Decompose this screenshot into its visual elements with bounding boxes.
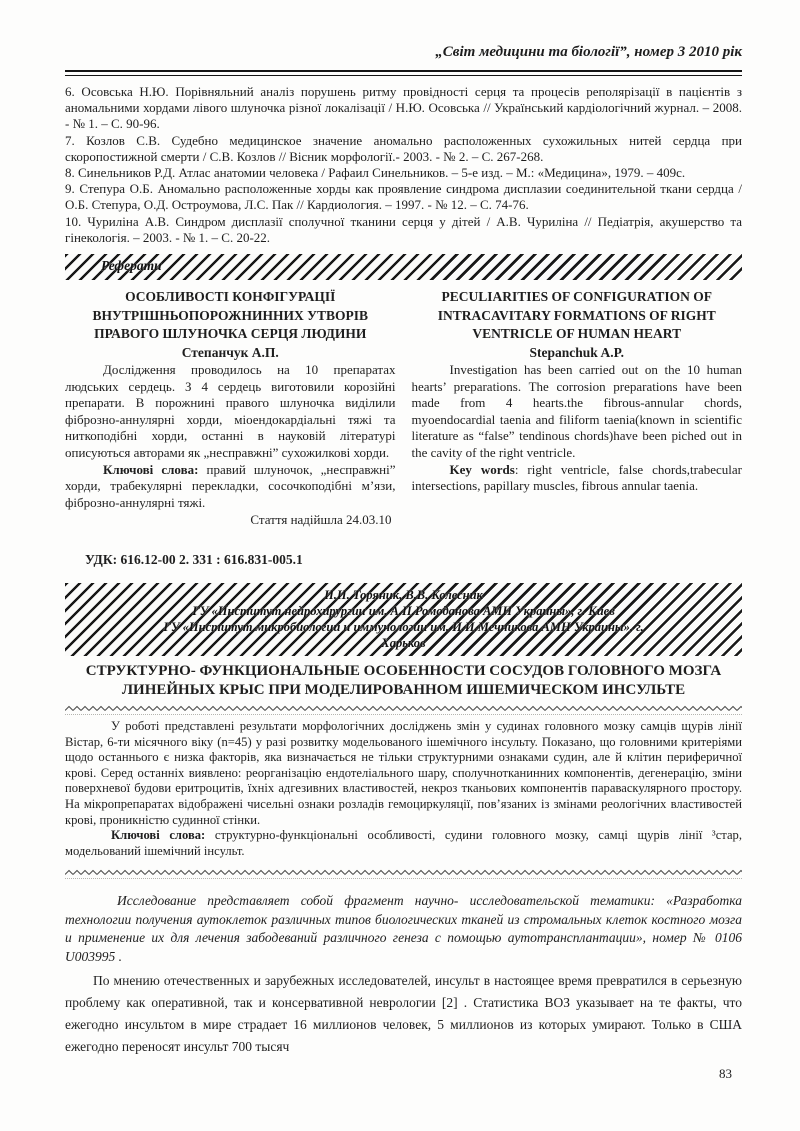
reference-item: 10. Чуриліна А.В. Синдром дисплазії сполучної тканини серця у дітей / А.В. Чуриліна // Педіатрія, акушерство та гінекологія. – 2003. - № 1. – С. 20-22. bbox=[65, 213, 742, 245]
reference-item: 9. Степура О.Б. Аномально расположенные хорды как проявление синдрома дисплазии соединительной ткани сердца /О.Б. Степура, О.Д. Остроумова, Л.С. Пак // Кардиология. – 1997. - № 12. – С. 74-76. bbox=[65, 181, 742, 213]
abstracts-two-columns bbox=[65, 288, 742, 528]
banner-authors-line: И.И. Торяник, В.В. Колесник bbox=[324, 588, 483, 602]
abstract-ua-column bbox=[65, 288, 396, 528]
zigzag-line bbox=[65, 705, 742, 712]
abstract-en-body: Investigation has been carried out on the 10 human hearts’ preparations. The corrosion preparations have been made from 4 hearts.the fibrous-annular chords, myoendocardial taenia and filiform taenia(known in scientific literature as “false” tendinous chords)have been piched out in the cavity of the right ventricle. bbox=[411, 362, 742, 460]
reference-item: 7. Козлов С.В. Судебно медицинское значение аномально расположенных сухожильных нитей сердца при скоропостижной смерти / С.В. Козлов // Вісник морфології.- 2003. - № 2. – С. 267-268. bbox=[65, 132, 742, 164]
reference-item: 6. Осовська Н.Ю. Порівняльний аналіз порушень ритму провідності серця та процесів реполярізації в пацієнтів з аномальними хордами лівого шлуночка різної локалізації / Н.Ю. Осовська // Український кардіологічний журнал. – 2008. - № 1. – С. 90-96. bbox=[65, 84, 742, 132]
abstract-en-title: PECULIARITIES OF CONFIGURATION OF INTRACAVITARY FORMATIONS OF RIGHT VENTRICLE OF HUMAN HEART bbox=[437, 289, 716, 341]
abstract-ua-body: Дослідження проводилось на 10 препаратах людських сердець. З 4 сердець виготовили корозійні препарати. В порожнині правого шлуночка виділили фіброзно-аннулярні хорди, міоендокардіальні тяжі та ниткоподібні хорди, останні в науковій літературі описуються авторами як „несправжні” сухожилкові хорди. bbox=[65, 362, 396, 460]
abstract-ua-received-date: Стаття надійшла 24.03.10 bbox=[250, 512, 392, 528]
header-double-rule bbox=[65, 70, 742, 76]
abstract-ua-author: Степанчук А.П. bbox=[181, 344, 279, 360]
udc-code: УДК: 616.12-00 2. 331 : 616.831-005.1 bbox=[85, 552, 303, 567]
article-abstract-keywords-label: Ключові слова: bbox=[111, 828, 206, 843]
banner-institution-line: ГУ «Институт нейрохирургии им. А.П.Ромоданова АМН Украины», г. Киев bbox=[192, 604, 615, 618]
article-abstract-keywords bbox=[65, 828, 742, 859]
banner-institution-line: ГУ «Институт микробиологии и иммунологии им. И.И.Мечникова АМН Украины», г. bbox=[163, 620, 644, 634]
reference-item: 8. Синельников Р.Д. Атлас анатомии человека / Рафаил Синельников. – 5-е изд. – М.: «Медицина», 1979. – 409с. bbox=[65, 165, 686, 181]
abstract-ua-keywords bbox=[65, 462, 396, 512]
abstract-en-author: Stepanchuk A.P. bbox=[529, 344, 624, 360]
article-title-block bbox=[65, 662, 742, 700]
dotted-line bbox=[65, 714, 742, 715]
journal-title-header: „Світ медицини та біології”, номер 3 2010 рік bbox=[435, 44, 742, 60]
wavy-separator-bottom bbox=[65, 869, 742, 879]
reference-list bbox=[65, 84, 742, 246]
banner-city-line: Харьков bbox=[381, 636, 426, 650]
authors-hatched-banner bbox=[65, 583, 742, 656]
abstract-en-keywords-label: Key words bbox=[449, 461, 515, 477]
wavy-separator-top bbox=[65, 705, 742, 715]
page-number: 83 bbox=[719, 1066, 732, 1081]
abstract-en-keywords-text: : right ventricle, false chords,trabecular intersections, papillary muscles, fibrous annular taenia. bbox=[411, 461, 742, 494]
abstract-ua-title: ОСОБЛИВОСТІ КОНФІГУРАЦІЇ ВНУТРІШНЬОПОРОЖНИННИХ УТВОРІВ ПРАВОГО ШЛУНОЧКА СЕРЦЯ ЛЮДИНИ bbox=[92, 289, 369, 341]
abstract-ua-keywords-label: Ключові слова: bbox=[103, 461, 199, 477]
research-theme-paragraph: Исследование представляет собой фрагмент научно- исследовательской тематики: «Разработка технологии получения аутоклеток различных типов биологических тканей из стромальных клеток костного мозга и применение их для лечения забодеваний различного генеза с помощью аутотрансплантации», номер № 0106 U003995 . bbox=[65, 893, 742, 964]
referaty-banner-label: Реферати bbox=[101, 258, 162, 273]
referaty-hatched-banner bbox=[65, 254, 742, 280]
dotted-line bbox=[65, 878, 742, 879]
introduction-paragraph: По мнению отечественных и зарубежных исследователей, инсульт в настоящее время превратился в серьезную проблему как оперативной, так и консервативной неврологии [2] . Статистика ВОЗ указывает на те факты, что ежегодно инсультом в мире страдает 16 миллионов человек, 5 миллионов из которых умирают. Только в США ежегодно переносят инсульт 700 тысяч bbox=[65, 973, 742, 1054]
abstract-en-column bbox=[412, 288, 743, 528]
article-abstract-keywords-text: структурно-функціональні особливості, судини головного мозку, самці щурів лінії ³стар, модельований ішемічний інсульт. bbox=[65, 828, 742, 858]
article-abstract-body: У роботі представлені результати морфологічних досліджень змін у судинах головного мозку самців щурів лінії Вістар, 6-ти місячного віку (n=45) у разі розвитку модельованого ішемічного інсульту. Показано, що головними критеріями щодо останнього є низка факторів, яка визначається не тільки структурними ознаками судин, але й клітин периферичної крові. Серед останніх виявлено: реорганізацію ендотеліального шару, сполучнотканинних компонентів, дегенерацію, зміни поверхневої будови еритроцитів, їхніх адгезивних властивостей, некроз тканьових компонентів параваскулярного простору. На мікропрепаратах відображені чисельні ознаки розладів гемоциркуляції, пов’язаних із змінами реологічних властивостей крові, проникністю судинної стінки. bbox=[65, 719, 742, 827]
abstract-ua-keywords-text: правий шлуночок, „несправжні” хорди, трабекулярні перекладки, сосочкоподібні м’язи, фіброзно-аннулярні тяжі. bbox=[65, 461, 396, 510]
article-abstract bbox=[65, 719, 742, 859]
zigzag-line bbox=[65, 869, 742, 876]
article-title: СТРУКТУРНО- ФУНКЦИОНАЛЬНЫЕ ОСОБЕННОСТИ СОСУДОВ ГОЛОВНОГО МОЗГА ЛИНЕЙНЫХ КРЫС ПРИ МОДЕЛИРОВАННОМ ИШЕМИЧЕСКОМ ИНСУЛЬТЕ bbox=[85, 663, 722, 698]
abstract-en-keywords bbox=[412, 462, 743, 495]
